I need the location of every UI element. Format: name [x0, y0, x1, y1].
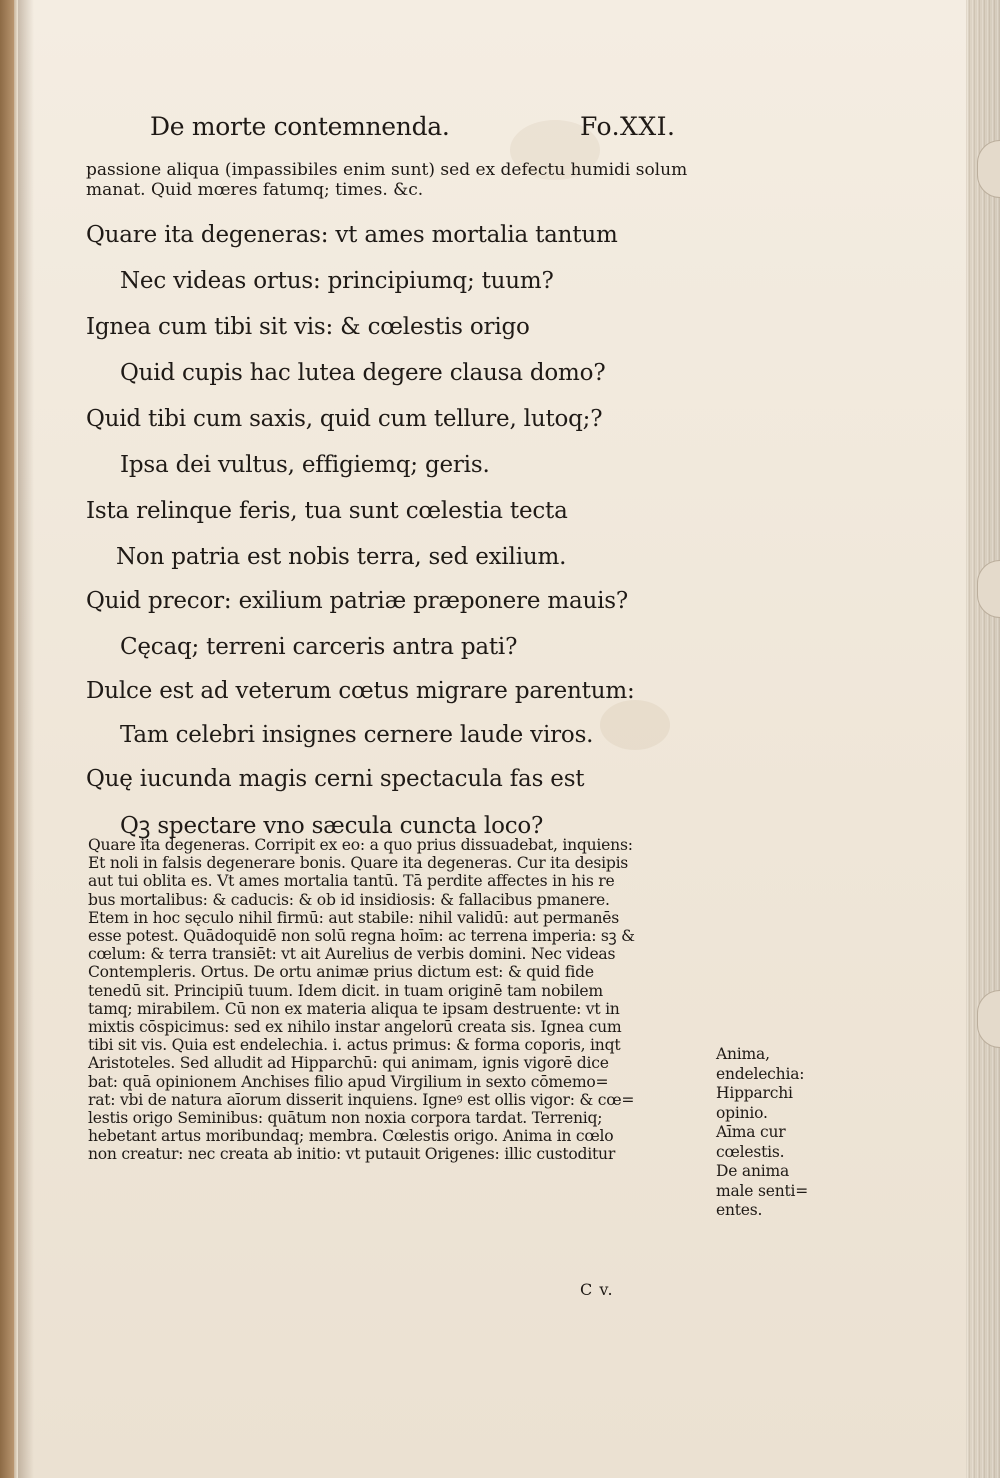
verse-line: Quę iucunda magis cerni spectacula fas est [86, 766, 585, 792]
verse-line: Quid cupis hac lutea degere clausa domo? [120, 360, 606, 386]
verse-line: Dulce est ad veterum cœtus migrare parentum: [86, 678, 635, 704]
margin-note: entes. [716, 1201, 763, 1219]
verse-line: Quid tibi cum saxis, quid cum tellure, lutoq;? [86, 406, 603, 432]
commentary-line: rat: vbi de natura aīorum disserit inquiens. Igneꝰ est ollis vigor: & cœ= [88, 1090, 635, 1109]
marginal-notes [716, 1045, 826, 1221]
margin-note: cœlestis. [716, 1142, 785, 1161]
commentary-line: Contempleris. Ortus. De ortu animæ prius dictum est: & quid fide [88, 963, 594, 982]
verse-line: Ignea cum tibi sit vis: & cœlestis origo [86, 314, 530, 340]
margin-note: Anima, [716, 1045, 770, 1063]
intro-line: passione aliqua (impassibiles enim sunt) sed ex defectu humidi solum [86, 160, 688, 180]
verse-line: Qꝫ spectare vno sæcula cuncta loco? [120, 813, 544, 839]
commentary-line: lestis origo Seminibus: quātum non noxia corpora tardat. Terreniq; [88, 1109, 603, 1128]
commentary-line: non creatur: nec creata ab initio: vt putauit Origenes: illic custoditur [88, 1145, 616, 1164]
margin-note: De anima [716, 1162, 790, 1180]
commentary-line: Et noli in falsis degenerare bonis. Quare ita degeneras. Cur ita desipis [88, 854, 629, 873]
verse-line: Ipsa dei vultus, effigiemq; geris. [120, 452, 490, 478]
commentary-line: Etem in hoc sęculo nihil firmū: aut stabile: nihil validū: aut permanēs [88, 908, 620, 927]
margin-note: Hipparchi [716, 1084, 793, 1102]
commentary-line: bat: quā opinionem Anchises filio apud Virgilium in sexto cōmemo= [88, 1072, 609, 1091]
margin-note: Aīma cur [716, 1123, 786, 1141]
margin-note: endelechia: [716, 1064, 805, 1083]
intro-line: manat. Quid mœres fatumq; times. &c. [86, 180, 424, 200]
commentary-line: bus mortalibus: & caducis: & ob id insidiosis: & fallacibus pmanere. [88, 890, 610, 909]
commentary-block [88, 836, 712, 1164]
verse-line: Ista relinque feris, tua sunt cœlestia tecta [86, 498, 568, 524]
commentary-line: Aristoteles. Sed alludit ad Hipparchū: qui animam, ignis vigorē dice [88, 1054, 609, 1073]
intro-text [86, 160, 726, 200]
folio-number: Fo.XXI. [580, 112, 676, 141]
commentary-line: tenedū sit. Principiū tuum. Idem dicit. in tuam originē tam nobilem [88, 981, 603, 1000]
verse-line: Nec videas ortus: principiumq; tuum? [120, 268, 554, 294]
verse-line: Tam celebri insignes cernere laude viros. [120, 722, 594, 748]
verse-line: Quid precor: exilium patriæ præponere mauis? [86, 588, 628, 614]
signature-mark: C v. [580, 1280, 614, 1299]
commentary-line: tibi sit vis. Quia est endelechia. i. actus primus: & forma coporis, inqt [88, 1036, 621, 1055]
commentary-line: cœlum: & terra transiēt: vt ait Aurelius de verbis domini. Nec videas [88, 945, 616, 964]
page-edges [966, 0, 1000, 1478]
commentary-line: Quare ita degeneras. Corripit ex eo: a quo prius dissuadebat, inquiens: [88, 836, 633, 854]
commentary-line: mixtis cōspicimus: sed ex nihilo instar angelorū creata sis. Ignea cum [88, 1018, 622, 1037]
commentary-line: aut tui oblita es. Vt ames mortalia tantū. Tā perdite affectes in his re [88, 872, 615, 891]
verse-line: Quare ita degeneras: vt ames mortalia tantum [86, 222, 618, 248]
commentary-line: hebetant artus moribundaq; membra. Cœlestis origo. Anima in cœlo [88, 1127, 614, 1146]
margin-note: opinio. [716, 1103, 768, 1122]
running-header [150, 112, 710, 152]
margin-note: male senti= [716, 1181, 809, 1200]
commentary-line: esse potest. Quādoquidē non solū regna hoīm: ac terrena imperia: sꝫ & [88, 927, 635, 946]
commentary-line: tamq; mirabilem. Cū non ex materia aliqua te ipsam destruente: vt in [88, 999, 620, 1018]
gutter-shadow [18, 0, 34, 1478]
book-binding-edge [0, 0, 14, 1478]
verse-line: Non patria est nobis terra, sed exilium. [116, 544, 567, 570]
running-title: De morte contemnenda. [150, 112, 450, 141]
verse-line: Cęcaq; terreni carceris antra pati? [120, 634, 518, 660]
